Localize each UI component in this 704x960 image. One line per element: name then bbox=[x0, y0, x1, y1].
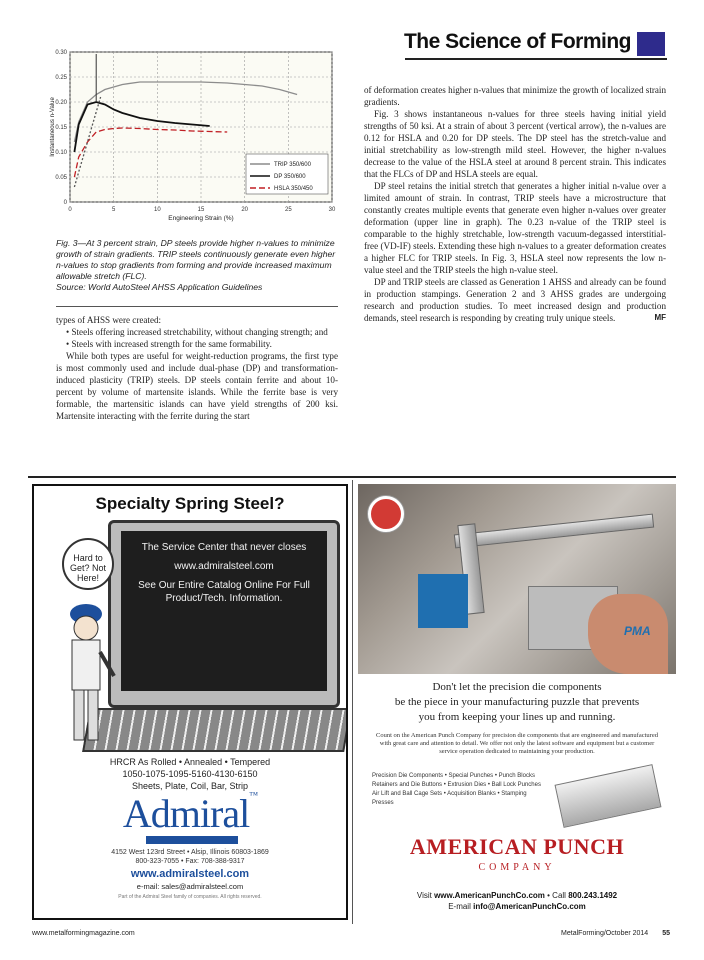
page-number: 55 bbox=[662, 930, 670, 937]
die-plate-image bbox=[555, 764, 662, 828]
caliper-beam bbox=[454, 514, 654, 549]
punch-email-link[interactable]: info@AmericanPunchCo.com bbox=[473, 902, 586, 911]
y-tick-label: 0.20 bbox=[55, 100, 67, 106]
footer-folio bbox=[561, 930, 670, 937]
admiral-logo bbox=[34, 790, 346, 837]
caption-source: Source: World AutoSteel AHSS Application Guidelines bbox=[56, 282, 263, 292]
speech-bubble: Hard to Get? Not Here! bbox=[62, 538, 114, 590]
admiral-email-link[interactable]: e-mail: sales@admiralsteel.com bbox=[136, 882, 244, 891]
product-line: Air Lift and Ball Cage Sets • Acquisition Blanks • Stamping Presses bbox=[372, 791, 527, 806]
paragraph: of deformation creates higher n-values that minimize the growth of localized strain gradients. bbox=[364, 85, 666, 107]
screen-line: See Our Entire Catalog Online For Full Product/Tech. Information. bbox=[138, 580, 310, 604]
footer-url[interactable]: www.metalformingmagazine.com bbox=[32, 930, 135, 937]
nvalue-line-chart bbox=[48, 46, 338, 236]
legend-label: DP 350/600 bbox=[274, 174, 306, 180]
admiral-website-link[interactable]: www.admiralsteel.com bbox=[130, 868, 250, 880]
american-punch-ad[interactable] bbox=[358, 484, 676, 920]
x-tick-label: 10 bbox=[153, 207, 161, 213]
paragraph: types of AHSS were created: bbox=[56, 315, 162, 325]
x-tick-label: 25 bbox=[284, 207, 292, 213]
pma-logo: PMA bbox=[624, 624, 651, 638]
admiral-address bbox=[34, 848, 346, 866]
paragraph: Fig. 3 shows instantaneous n-values for three steels having initial yield strengths of 50 ksi. At a strain of about 3 percent (vertical arrow), the n-values are 0.12 for HSLA and 0.20 for DP steels. The DP steel has the stretch-value and initial stretchability as low-strength mild steel. However, the higher n-values decrease to the value of the HSLA steel at around 8 percent strain. This indicates that the FLCs of DP and HSLA steels are equal. bbox=[364, 109, 666, 179]
trademark-mark: ™ bbox=[249, 790, 258, 800]
email-prefix: E-mail bbox=[448, 902, 471, 911]
american-punch-company: COMPANY bbox=[478, 862, 556, 873]
laptop-illustration bbox=[108, 520, 340, 708]
legend-label: HSLA 350/450 bbox=[274, 186, 313, 192]
ad-divider-rule bbox=[28, 476, 676, 478]
address-line: 4152 West 123rd Street • Alsip, Illinois 60803-1869 bbox=[111, 849, 269, 856]
y-tick-label: 0.25 bbox=[55, 75, 67, 81]
y-tick-label: 0.15 bbox=[55, 125, 67, 131]
grade-line: 1050-1075-1095-5160-4130-6150 bbox=[122, 769, 258, 779]
web-prefix: Visit bbox=[416, 891, 432, 900]
punch-phone[interactable]: 800.243.1492 bbox=[568, 891, 618, 900]
mascot-illustration bbox=[56, 596, 116, 746]
keyboard-illustration bbox=[82, 708, 348, 752]
product-list bbox=[372, 772, 542, 808]
admiral-logo-bar bbox=[146, 836, 238, 844]
y-tick-label: 0.30 bbox=[55, 50, 67, 56]
figure-caption bbox=[56, 238, 338, 293]
admiral-logo-text: Admiral bbox=[122, 791, 250, 836]
paragraph: DP steel retains the initial stretch that generates a higher initial n-value over a limited amount of strain. In contrast, TRIP steels have a microstructure that constantly creates multiple events that generate even higher n-values over greater deformation (upper line in graph). The 0.23 n-value of the TRIP steel is comparable to the highly stretchable, low-strength vacuum-degassed interstitial-free (VD-IF) steels. Extending these high n-values to a greater deformation creates a higher FLC for TRIP steels. In Fig. 3, HSLA steel now represents the low n-value steel and the TRIP steels the high n-value steel. bbox=[364, 181, 666, 275]
x-tick-label: 15 bbox=[197, 207, 205, 213]
article-end-mark: MF bbox=[654, 313, 666, 322]
punch-contact: Visit www.AmericanPunchCo.com • Call 800.243.1492 E-mail info@AmericanPunchCo.com bbox=[416, 891, 618, 911]
product-line: Retainers and Die Buttons • Extrusion Dies • Ball Lock Punches bbox=[372, 782, 541, 788]
paragraph-text: DP and TRIP steels are classed as Generation 1 AHSS and already can be found in production stampings. Generation 2 and 3 AHSS grades are undergoing research and production studies. To meet increased design and production demands, steel research is responding by creating truly unique steels. bbox=[364, 277, 666, 323]
american-punch-logo: AMERICAN PUNCH bbox=[409, 834, 625, 859]
y-tick-label: 0.10 bbox=[55, 150, 67, 156]
caption-text: Fig. 3—At 3 percent strain, DP steels provide higher n-values to minimize growth of strain gradients. TRIP steels continuously generate even higher n-values to stop gradients from forming and provide increased maximum allowable stretch (FLC). bbox=[56, 238, 336, 281]
puzzle-piece bbox=[418, 574, 468, 628]
tagline-line: Don't let the precision die components bbox=[432, 681, 602, 693]
ad-tagline bbox=[358, 680, 676, 725]
grade-line: HRCR As Rolled • Annealed • Tempered bbox=[109, 757, 271, 767]
paragraph bbox=[364, 276, 666, 324]
paragraph: While both types are useful for weight-reduction programs, the first type is most commonly used and include dual-phase (DP) and transformation-induced plasticity (TRIP) steels. DP steels contain ferrite and about 10-percent by volume of martensite islands. While the ferrite base is very formable, the martensitic islands can have yield strengths of 200 ksi. Martensite interacting with the ferrite during the start bbox=[56, 351, 338, 421]
x-tick-label: 0 bbox=[68, 207, 72, 213]
tagline-line: be the piece in your manufacturing puzzle that prevents bbox=[394, 696, 640, 708]
caliper-photo bbox=[358, 484, 676, 674]
article-right-column bbox=[364, 84, 666, 324]
phone-line: 800-323-7055 • Fax: 708-388-9317 bbox=[135, 858, 245, 865]
product-line: Precision Die Components • Special Punches • Punch Blocks bbox=[372, 773, 535, 779]
anniversary-badge-icon bbox=[368, 496, 404, 532]
footer-issue: MetalForming/October 2014 bbox=[561, 930, 649, 937]
screen-line: The Service Center that never closes bbox=[141, 542, 307, 553]
steel-grades bbox=[34, 756, 346, 792]
y-tick-label: 0.05 bbox=[55, 175, 67, 181]
bullet-item: • Steels with increased strength for the same formability. bbox=[66, 339, 272, 349]
figure-3-chart bbox=[48, 46, 338, 236]
legend-label: TRIP 350/600 bbox=[274, 162, 311, 168]
section-accent-block bbox=[637, 32, 665, 56]
x-axis-label: Engineering Strain (%) bbox=[168, 215, 234, 222]
tagline-line: you from keeping your lines up and running. bbox=[418, 711, 616, 723]
ad-headline: Specialty Spring Steel? bbox=[95, 494, 285, 513]
header-rule bbox=[405, 58, 667, 60]
section-title: The Science of Forming bbox=[403, 30, 631, 53]
y-tick-label: 0 bbox=[63, 200, 67, 206]
x-tick-label: 20 bbox=[241, 207, 249, 213]
x-tick-label: 5 bbox=[111, 207, 116, 213]
screen-url: www.admiralsteel.com bbox=[174, 561, 274, 572]
y-axis-label: Instantaneous n-Value bbox=[50, 97, 56, 157]
article-left-column bbox=[56, 314, 338, 422]
running-header bbox=[403, 30, 665, 56]
bullet-item: • Steels offering increased stretchability, without changing strength; and bbox=[66, 327, 328, 337]
admiral-fine-print: Part of the Admiral Steel family of companies. All rights reserved. bbox=[118, 894, 262, 900]
laptop-screen bbox=[121, 531, 327, 691]
ad-body-text: Count on the American Punch Company for precision die components that are engineered and manufactured with great care and attention to detail. We offer not only the latest software and equipment but a customer service operation dedicated to maintaining your production. bbox=[376, 732, 658, 755]
caption-rule bbox=[56, 306, 338, 307]
phone-prefix: Call bbox=[552, 891, 566, 900]
punch-website-link[interactable]: www.AmericanPunchCo.com bbox=[434, 891, 545, 900]
ad-column-separator bbox=[352, 480, 353, 924]
admiral-steel-ad[interactable] bbox=[32, 484, 348, 920]
x-tick-label: 30 bbox=[328, 207, 336, 213]
grade-line: Sheets, Plate, Coil, Bar, Strip bbox=[131, 781, 249, 791]
